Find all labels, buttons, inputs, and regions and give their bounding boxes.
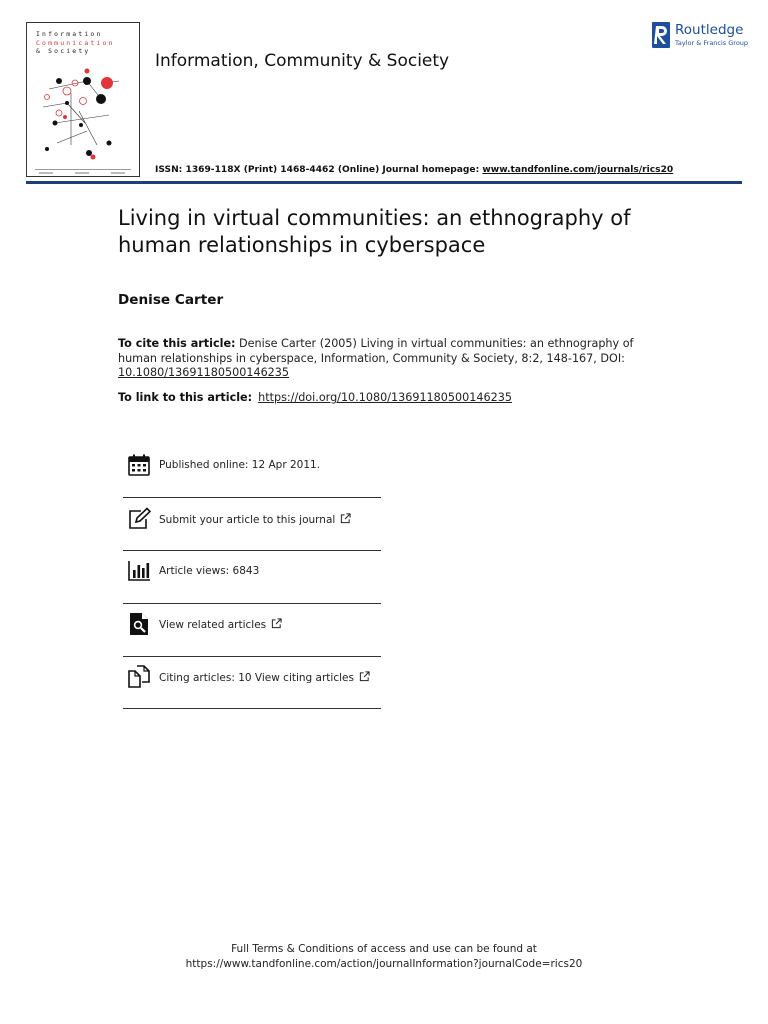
external-link-icon [271, 618, 282, 629]
header-divider [26, 181, 742, 184]
related-articles-link[interactable] [159, 618, 282, 631]
divider [123, 550, 381, 551]
external-link-icon [340, 513, 351, 524]
cover-footer [35, 169, 131, 174]
citing-articles-link[interactable] [159, 671, 370, 684]
terms-url[interactable]: https://www.tandfonline.com/action/journalInformation?journalCode=rics20 [185, 958, 583, 970]
cover-title-line: Communication [36, 38, 115, 47]
divider [123, 708, 381, 709]
published-online-item [123, 453, 381, 487]
related-articles-item[interactable] [123, 612, 381, 646]
submit-article-item[interactable] [123, 507, 381, 541]
issn-line [155, 165, 673, 175]
bar-chart-icon [127, 559, 151, 583]
cover-title-line: Information [36, 30, 103, 38]
cover-title [36, 30, 134, 56]
divider [123, 656, 381, 657]
terms-line: Full Terms & Conditions of access and use can be found at [231, 943, 537, 955]
article-link-line [118, 391, 512, 404]
copy-documents-icon [127, 665, 151, 689]
routledge-logo-icon [652, 22, 670, 48]
journal-cover-image [26, 22, 140, 177]
divider [123, 603, 381, 604]
submit-article-link[interactable] [159, 513, 351, 526]
cite-doi-link[interactable]: 10.1080/13691180500146235 [118, 366, 290, 380]
link-label: To link to this article: [118, 391, 253, 404]
article-views-text: Article views: 6843 [159, 565, 260, 577]
article-views-item [123, 559, 381, 593]
external-link-icon [359, 671, 370, 682]
related-articles-label: View related articles [159, 619, 267, 631]
article-title: Living in virtual communities: an ethnography of human relationships in cyberspace [118, 206, 631, 257]
edit-icon [127, 507, 151, 531]
publisher-name: Routledge [675, 22, 744, 38]
citation-block [118, 337, 638, 381]
cover-network-illustration [27, 53, 139, 168]
citing-articles-label: Citing articles: 10 View citing articles [159, 672, 354, 684]
journal-homepage-link[interactable]: www.tandfonline.com/journals/rics20 [482, 165, 674, 175]
cite-text: Denise Carter (2005) Living in virtual communities: an ethnography of human relationships in cyberspace, Information, Community & Society, 8:2, 148-167, DOI: [118, 337, 634, 365]
terms-footer [0, 942, 768, 972]
publisher-subtitle: Taylor & Francis Group [675, 39, 749, 47]
journal-title: Information, Community & Society [155, 51, 450, 71]
article-author: Denise Carter [118, 292, 224, 308]
issn-text: ISSN: 1369-118X (Print) 1468-4462 (Online) Journal homepage: [155, 165, 483, 175]
submit-article-label: Submit your article to this journal [159, 514, 336, 526]
search-document-icon [127, 612, 151, 636]
citing-articles-item[interactable] [123, 665, 381, 699]
cite-label: To cite this article: [118, 337, 236, 350]
divider [123, 497, 381, 498]
published-online-text: Published online: 12 Apr 2011. [159, 459, 321, 471]
article-doi-link[interactable]: https://doi.org/10.1080/13691180500146235 [258, 391, 512, 404]
cover-title-line: & Society [36, 47, 91, 55]
calendar-icon [127, 453, 151, 477]
